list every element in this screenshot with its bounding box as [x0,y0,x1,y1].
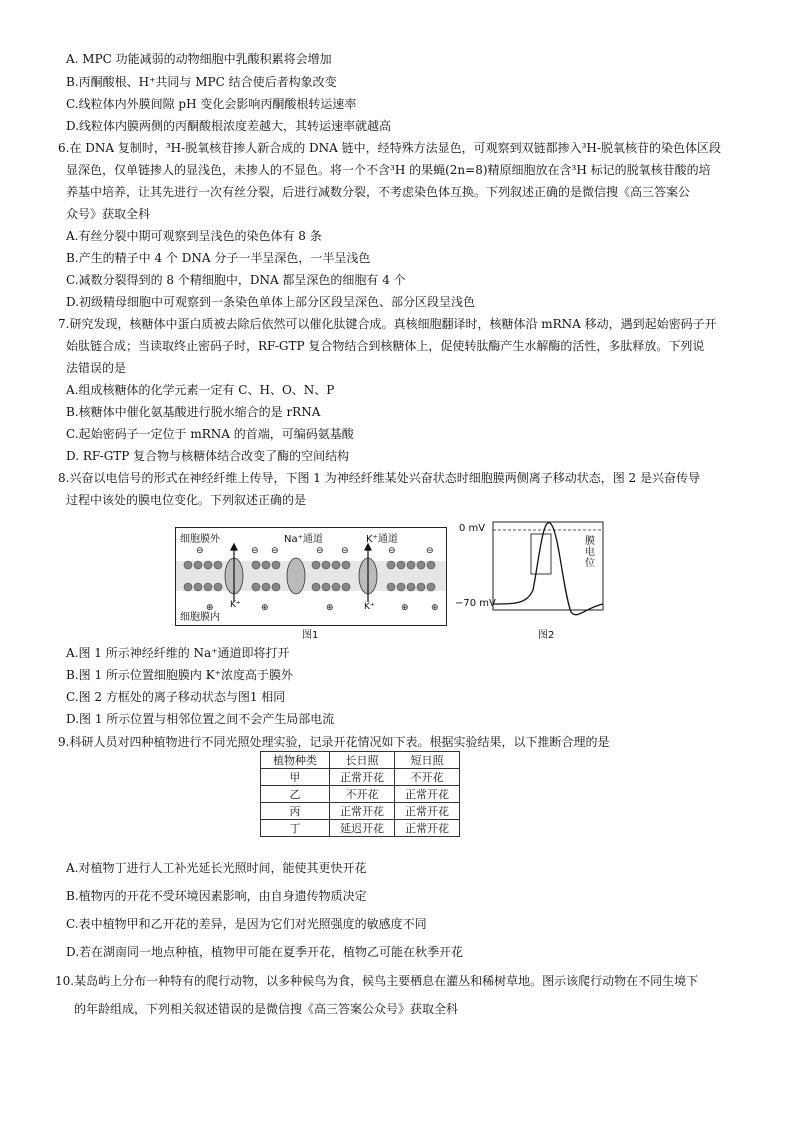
table-cell: 正常开花 [395,786,460,803]
q10-stem-2: 的年龄组成，下列相关叙述错误的是微信搜《高三答案公众号》获取全科 [74,1002,459,1016]
q7-option-b: B.核糖体中催化氨基酸进行脱水缩合的是 rRNA [66,405,321,419]
svg-text:⊖: ⊖ [251,546,259,556]
q7-stem-3: 法错误的是 [66,361,127,375]
svg-text:⊕: ⊕ [261,603,269,613]
table-cell: 不开花 [330,786,395,803]
table-cell: 正常开花 [330,769,395,786]
q8-option-a: A.图 1 所示神经纤维的 Na⁺通道即将打开 [66,646,290,660]
q7-stem-1: 7.研究发现，核糖体中蛋白质被去除后依然可以催化肽键合成。真核细胞翻译时，核糖体沿 mRNA 移动，遇到起始密码子开 [58,317,717,331]
q5-option-d: D.线粒体内膜两侧的丙酮酸根浓度差越大，其转运速率就越高 [66,119,392,133]
figure-1-caption: 图1 [302,630,319,641]
table-row [261,786,460,803]
q7-option-c: C.起始密码子一定位于 mRNA 的首端，可编码氨基酸 [66,427,354,441]
q6-option-c: C.减数分裂得到的 8 个精细胞中，DNA 都呈深色的细胞有 4 个 [66,273,406,287]
table-cell: 正常开花 [395,803,460,820]
k-ion-label-right: K⁺ [364,602,375,612]
table-row [261,820,460,837]
q9-option-c: C.表中植物甲和乙开花的差异，是因为它们对光照强度的敏感度不同 [66,917,427,931]
q9-table [260,751,460,837]
q8-stem-1: 8.兴奋以电信号的形式在神经纤维上传导，下图 1 为神经纤维某处兴奋状态时细胞膜两侧离子移动状态，图 2 是兴奋传导 [58,471,700,485]
rest-mv-label: −70 mV [455,598,496,609]
svg-text:⊕: ⊕ [326,603,334,613]
membrane-outside-label: 细胞膜外 [180,534,220,545]
q8-option-c: C.图 2 方框处的离子移动状态与图1 相同 [66,690,286,704]
figure-1-membrane-diagram [175,527,447,626]
q9-option-a: A.对植物丁进行人工补光延长光照时间，能使其更快开花 [66,861,367,875]
svg-text:⊖: ⊖ [426,546,434,556]
table-header: 植物种类 [261,752,330,769]
table-cell: 丙 [261,803,330,820]
q6-option-b: B.产生的精子中 4 个 DNA 分子一半呈深色，一半呈浅色 [66,251,371,265]
table-cell: 正常开花 [330,803,395,820]
table-cell: 不开花 [395,769,460,786]
q10-stem-1: 10.某岛屿上分布一种特有的爬行动物，以多种候鸟为食，候鸟主要栖息在灌丛和稀树草地。图示该爬行动物在不同生境下 [55,974,699,988]
k-channel-label: K⁺通道 [366,534,398,545]
q6-stem-1: 6.在 DNA 复制时，³H-脱氧核苷掺人新合成的 DNA 链中，经特殊方法显色，可观察到双链都掺入³H-脱氧核苷的染色体区段 [58,141,721,155]
q6-option-a: A.有丝分裂中期可观察到呈浅色的染色体有 8 条 [66,229,322,243]
figure-2-potential-graph [455,520,605,632]
svg-text:⊖: ⊖ [271,546,279,556]
q5-option-b: B.丙酮酸根、H⁺共同与 MPC 结合使后者构象改变 [66,75,337,89]
table-header-row [261,752,460,769]
q8-option-d: D.图 1 所示位置与相邻位置之间不会产生局部电流 [66,712,335,726]
q6-stem-2: 显深色，仅单链掺人的显浅色，未掺人的不显色。将一个不含³H 的果蝇(2n=8)精原细胞放在含³H 标记的脱氧核苷酸的培 [66,163,711,177]
figure-2-caption: 图2 [538,630,555,641]
svg-text:⊖: ⊖ [196,546,204,556]
svg-text:⊕: ⊕ [401,603,409,613]
table-header: 短日照 [395,752,460,769]
table-cell: 丁 [261,820,330,837]
q9-stem: 9.科研人员对四种植物进行不同光照处理实验，记录开花情况如下表。根据实验结果，以下推断合理的是 [58,735,610,749]
q8-stem-2: 过程中该处的膜电位变化。下列叙述正确的是 [66,493,307,507]
q5-option-c: C.线粒体内外膜间隙 pH 变化会影响丙酮酸根转运速率 [66,97,357,111]
table-cell: 甲 [261,769,330,786]
na-channel-label: Na⁺通道 [284,534,323,545]
table-row [261,769,460,786]
q8-option-b: B.图 1 所示位置细胞膜内 K⁺浓度高于膜外 [66,668,294,682]
membrane-potential-label: 膜电位 [585,536,595,569]
table-row [261,803,460,820]
svg-text:⊖: ⊖ [316,546,324,556]
zero-mv-label: 0 mV [459,523,486,534]
svg-text:⊖: ⊖ [388,546,396,556]
q6-stem-4: 众号》获取全科 [66,207,151,221]
q9-option-b: B.植物丙的开花不受环境因素影响，由自身遗传物质决定 [66,889,367,903]
svg-text:⊕: ⊕ [431,603,439,613]
table-cell: 正常开花 [395,820,460,837]
svg-text:⊖: ⊖ [341,546,349,556]
q9-option-d: D.若在湖南同一地点种植，植物甲可能在夏季开花，植物乙可能在秋季开花 [66,945,464,959]
q7-option-d: D. RF-GTP 复合物与核糖体结合改变了酶的空间结构 [66,449,350,463]
table-cell: 延迟开花 [330,820,395,837]
q7-option-a: A.组成核糖体的化学元素一定有 C、H、O、N、P [66,383,335,397]
membrane-inside-label: 细胞膜内 [180,612,220,623]
svg-text:⊕: ⊕ [206,603,214,613]
table-header: 长日照 [330,752,395,769]
q5-option-a: A. MPC 功能减弱的动物细胞中乳酸积累将会增加 [66,52,332,66]
k-ion-label-left: K⁺ [230,600,241,610]
q7-stem-2: 始肽链合成；当读取终止密码子时，RF-GTP 复合物结合到核糖体上，促使转肽酶产生水解酶的活性，多肽释放。下列说 [66,339,705,353]
table-cell: 乙 [261,786,330,803]
q6-option-d: D.初级精母细胞中可观察到一条染色单体上部分区段呈深色、部分区段呈浅色 [66,295,476,309]
q6-stem-3: 养基中培养，让其先进行一次有丝分裂，后进行减数分裂，不考虑染色体互换。下列叙述正确的是微信搜《高三答案公 [66,185,691,199]
